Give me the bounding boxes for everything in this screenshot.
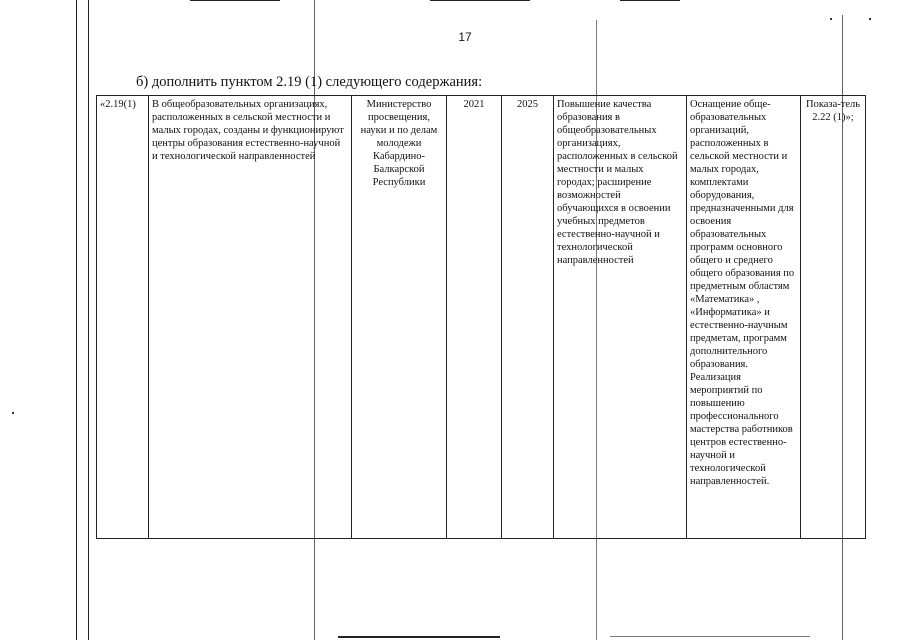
measures-table [96, 95, 866, 539]
cell-main-activities: Оснащение обще-образовательных организаций, расположенных в сельской местности и малых городах, комплектами оборудования, предназначенными для освоения образовательных программ основного общего и среднего общего образования по предметным областям «Математика» , «Информатика» и естественно-научным предметам, программ дополнительного образования. Реализация мероприятий по повышению профессионального мастерства работников центров естественно-научной и технологической направленностей. [687, 96, 801, 539]
scan-line-bottom-2 [610, 636, 810, 637]
cell-start-year: 2021 [447, 96, 502, 539]
speck-3 [12, 412, 14, 414]
scan-line-left-2 [88, 0, 89, 640]
cell-end-year: 2025 [502, 96, 554, 539]
speck-1 [830, 18, 832, 20]
speck-2 [869, 18, 871, 20]
cell-expected-result: Повышение качества образования в общеобразовательных организациях, расположенных в сельской местности и малых городах; расширение возможностей обучающихся в освоении учебных предметов естественно-научной и технологической направленностей [554, 96, 687, 539]
page-number: 17 [458, 30, 472, 44]
cell-description: В общеобразовательных организациях, расположенных в сельской местности и малых городах, созданы и функционируют центры образования естественно-научной и технологической направленностей [149, 96, 352, 539]
scan-line-top-2 [430, 0, 530, 1]
scan-line-left-1 [76, 0, 77, 640]
scan-line-top-1 [190, 0, 280, 1]
scan-line-top-3 [620, 0, 680, 1]
cell-executor: Министерство просвещения, науки и по делам молодежи Кабардино-Балкарской Республики [352, 96, 447, 539]
cell-indicator: Показа-тель 2.22 (1)»; [801, 96, 866, 539]
scan-line-bottom-1 [338, 636, 500, 638]
amendment-heading: б) дополнить пунктом 2.19 (1) следующего содержания: [136, 74, 483, 90]
cell-item-number: «2.19(1) [97, 96, 149, 539]
table-row [97, 96, 866, 539]
